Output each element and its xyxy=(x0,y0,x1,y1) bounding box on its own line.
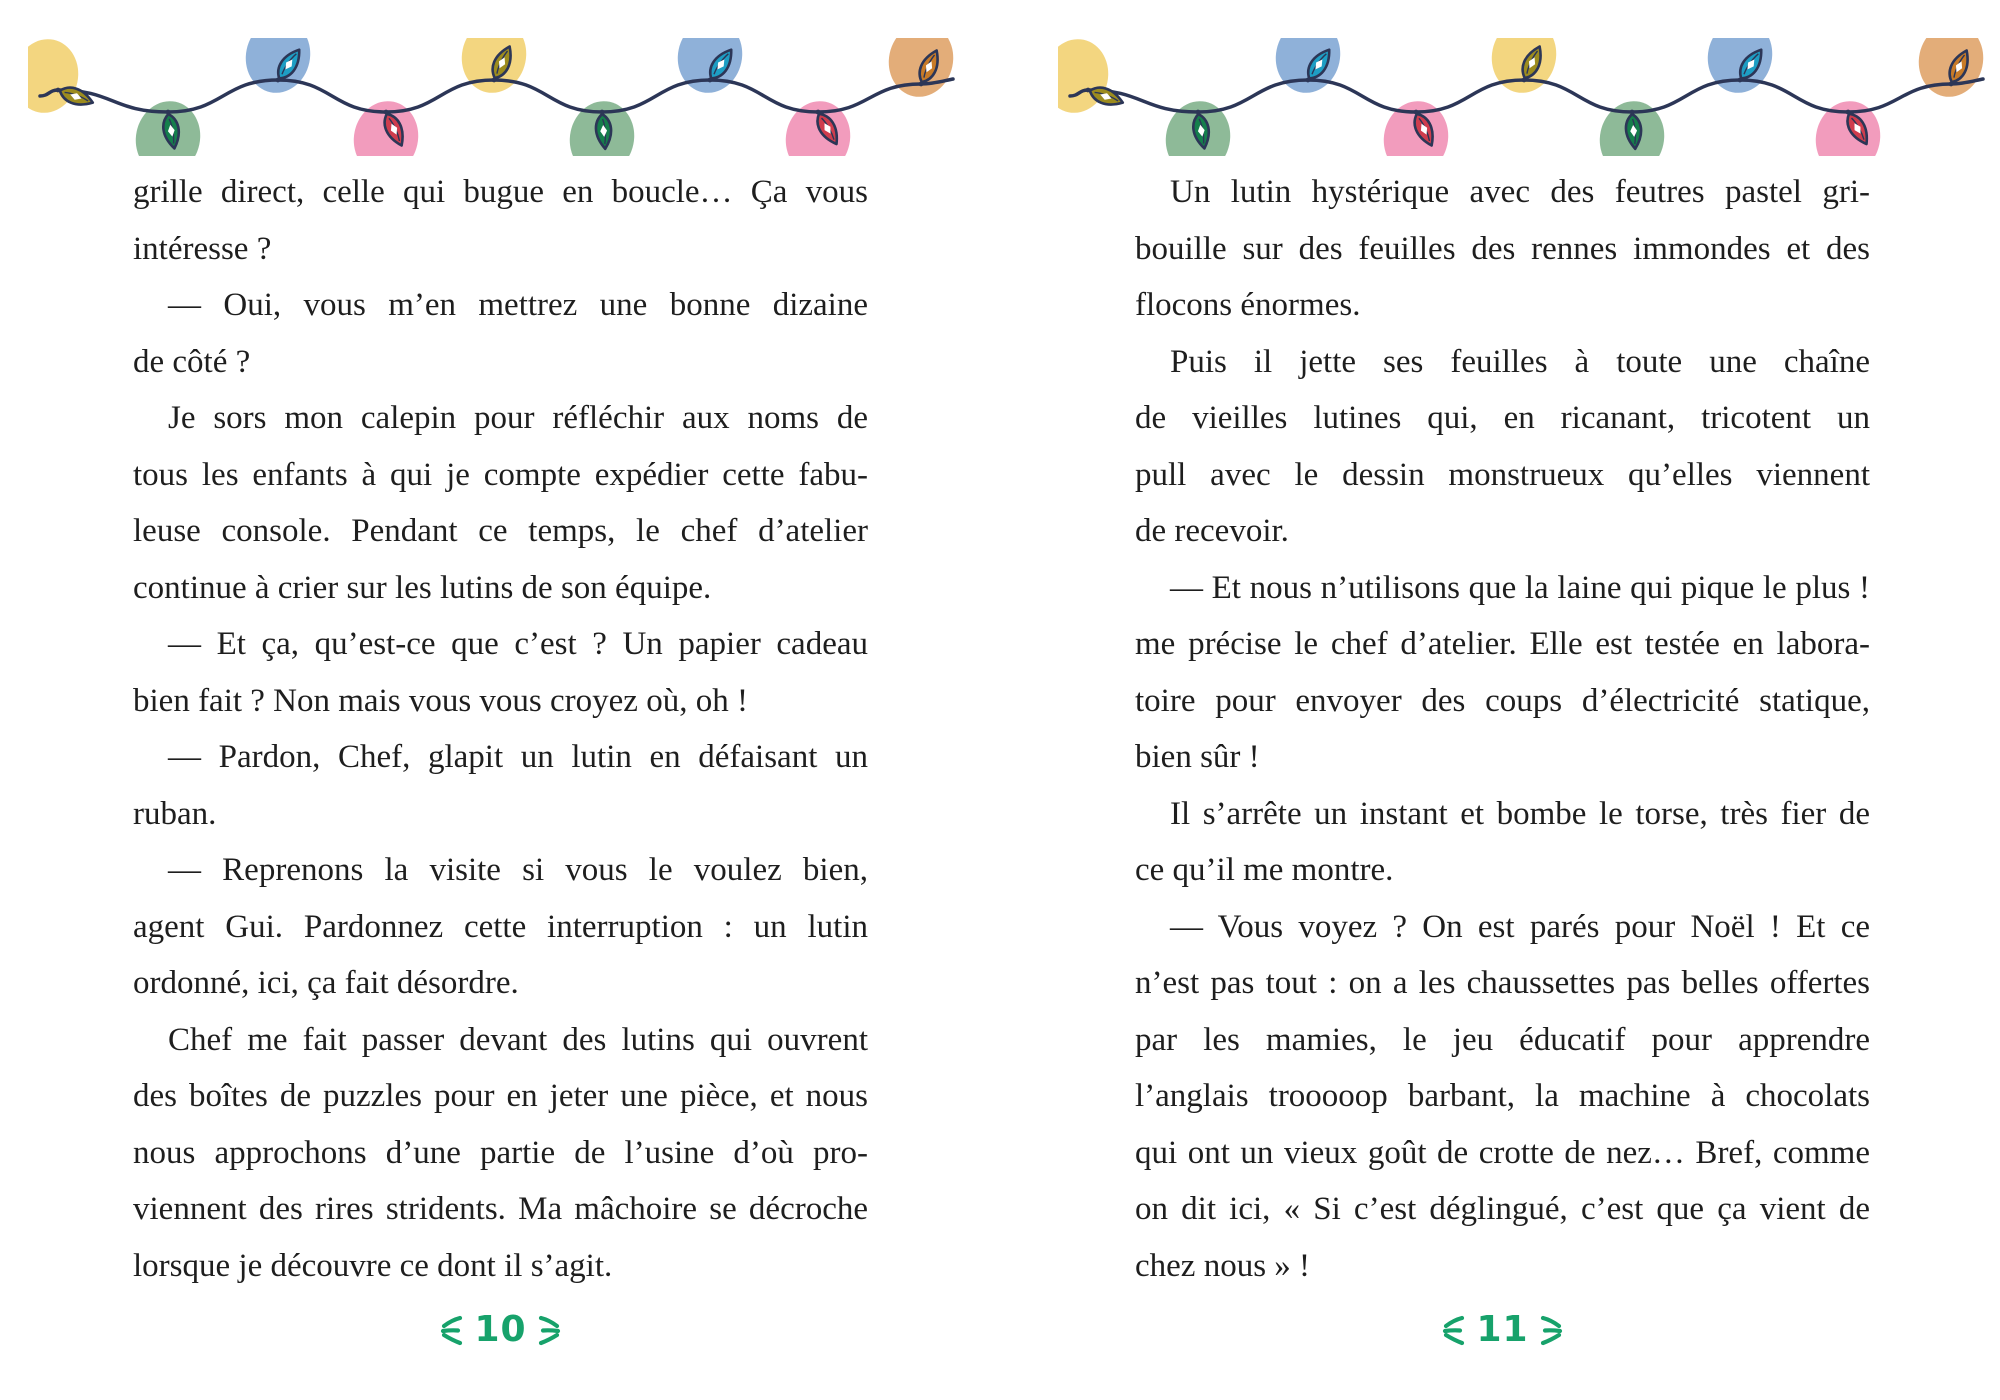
text-line: continue à crier sur les lutins de son équipe. xyxy=(133,569,712,606)
text-line: Il s’arrête un instant et bombe le torse, très fier de xyxy=(1170,795,1870,832)
text-line: de côté ? xyxy=(133,343,251,380)
text-line: tous les enfants à qui je compte expédier cette fabu- xyxy=(133,456,868,493)
text-line: — Et ça, qu’est-ce que c’est ? Un papier cadeau xyxy=(168,626,868,662)
text-line: viennent des rires stridents. Ma mâchoire se décroche xyxy=(133,1191,868,1227)
text-line: ordonné, ici, ça fait désordre. xyxy=(133,965,519,1001)
text-line: de recevoir. xyxy=(1135,513,1289,549)
text-line: lorsque je découvre ce dont il s’agit. xyxy=(133,1247,613,1284)
text-line: pull avec le dessin monstrueux qu’elles viennent xyxy=(1135,456,1870,493)
page-number-block-right xyxy=(1135,1308,1870,1352)
text-line: — Et nous n’utilisons que la laine qui pique le plus ! xyxy=(1170,569,1870,606)
sparkle-fan-left-icon xyxy=(1441,1313,1465,1347)
text-line: — Oui, vous m’en mettrez une bonne dizaine xyxy=(168,287,868,323)
text-line: toire pour envoyer des coups d’électricité statique, xyxy=(1135,682,1870,719)
christmas-lights-garland-left xyxy=(28,38,958,156)
text-line: ce qu’il me montre. xyxy=(1135,852,1394,888)
text-line: qui ont un vieux goût de crotte de nez… Bref, comme xyxy=(1135,1134,1870,1171)
text-line: leuse console. Pendant ce temps, le chef d’atelier xyxy=(133,513,868,549)
sparkle-fan-right-icon xyxy=(538,1313,562,1347)
text-line: nous approchons d’une partie de l’usine d’où pro- xyxy=(133,1134,868,1171)
christmas-lights-garland-right xyxy=(1058,38,1988,156)
text-line: ruban. xyxy=(133,795,217,832)
text-line: Je sors mon calepin pour réfléchir aux noms de xyxy=(168,400,868,436)
light-glow-yellow xyxy=(1058,38,1115,119)
text-line: bien sûr ! xyxy=(1135,739,1260,775)
text-line: Chef me fait passer devant des lutins qui ouvrent xyxy=(168,1021,868,1058)
text-line: chez nous » ! xyxy=(1135,1247,1311,1284)
text-line: n’est pas tout : on a les chaussettes pas belles offertes xyxy=(1135,965,1870,1001)
text-line: — Reprenons la visite si vous le voulez bien, xyxy=(168,852,868,888)
text-line: agent Gui. Pardonnez cette interruption : un lutin xyxy=(133,908,868,945)
text-line: on dit ici, « Si c’est déglingué, c’est que ça vient de xyxy=(1135,1191,1870,1227)
text-line: — Vous voyez ? On est parés pour Noël ! Et ce xyxy=(1170,908,1870,945)
text-line: l’anglais trooooop barbant, la machine à chocolats xyxy=(1135,1078,1870,1114)
page-number-label: 11 xyxy=(1476,1309,1529,1350)
text-line: me précise le chef d’atelier. Elle est testée en labora- xyxy=(1135,626,1870,662)
sparkle-fan-left-icon xyxy=(439,1313,463,1347)
text-line: de vieilles lutines qui, en ricanant, tricotent un xyxy=(1135,400,1870,436)
text-line: par les mamies, le jeu éducatif pour apprendre xyxy=(1135,1021,1870,1058)
page-10-text-column xyxy=(133,164,868,1294)
text-line: — Pardon, Chef, glapit un lutin en défaisant un xyxy=(168,739,868,775)
text-line: des boîtes de puzzles pour en jeter une pièce, et nous xyxy=(133,1078,868,1114)
sparkle-fan-right-icon xyxy=(1540,1313,1564,1347)
text-line: intéresse ? xyxy=(133,230,272,267)
text-line: Puis il jette ses feuilles à toute une chaîne xyxy=(1170,343,1870,380)
text-line: bien fait ? Non mais vous vous croyez où, oh ! xyxy=(133,682,748,719)
light-glow-yellow xyxy=(28,38,85,119)
text-line: flocons énormes. xyxy=(1135,287,1361,323)
page-11-text-column xyxy=(1135,164,1870,1294)
page-number-label: 10 xyxy=(474,1309,527,1350)
page-number-block-left xyxy=(133,1308,868,1352)
text-line: bouille sur des feuilles des rennes immondes et des xyxy=(1135,230,1870,267)
text-line: grille direct, celle qui bugue en boucle… Ça vous xyxy=(133,174,868,210)
text-line: Un lutin hystérique avec des feutres pastel gri- xyxy=(1170,174,1870,210)
